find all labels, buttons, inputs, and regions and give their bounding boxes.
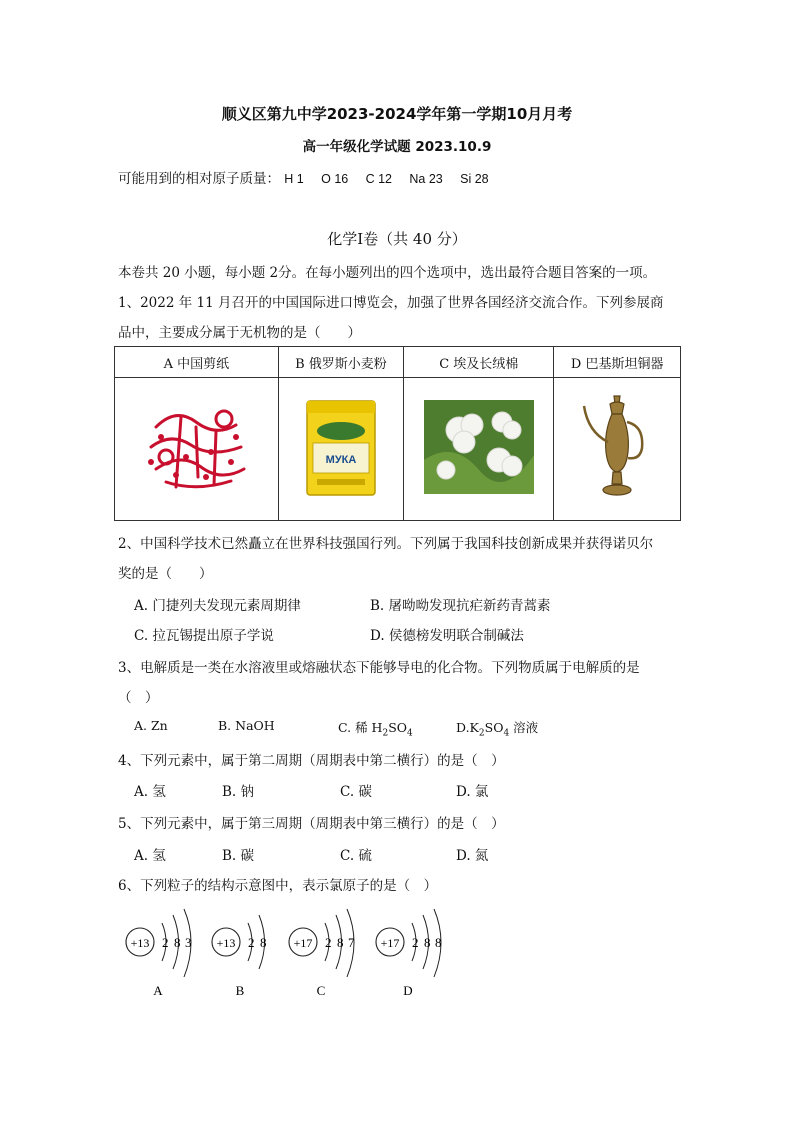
atom-diagram-d[interactable] — [376, 909, 442, 998]
q4-option-a[interactable]: A. 氢 — [134, 784, 166, 800]
q1-option-b-label[interactable]: B 俄罗斯小麦粉 — [278, 347, 403, 378]
flour-bag-text: МУКА — [325, 454, 357, 466]
exam-subtitle: 高一年级化学试题 2023.10.9 — [302, 139, 492, 155]
svg-text:2: 2 — [162, 935, 169, 950]
q3-option-d[interactable]: $D.K_2SO_4$ 溶液 — [456, 720, 539, 739]
q3-option-c[interactable]: C. 稀 $H_2SO_4$ — [338, 720, 413, 739]
q2-option-b[interactable]: B. 屠呦呦发现抗疟新药青蒿素 — [370, 598, 551, 614]
svg-text:D: D — [403, 983, 413, 998]
q3-option-b[interactable]: B. NaOH — [218, 718, 275, 733]
svg-text:+13: +13 — [130, 936, 150, 950]
q2-option-c[interactable]: C. 拉瓦锡提出原子学说 — [134, 628, 274, 644]
svg-text:7: 7 — [348, 935, 355, 950]
q1-option-b-image — [278, 378, 403, 521]
exam-title: 顺义区第九中学2023-2024学年第一学期10月月考 — [221, 105, 573, 123]
svg-text:8: 8 — [174, 935, 181, 950]
section-instructions: 本卷共 20 小题，每小题 2分。在每小题列出的四个选项中，选出最符合题目答案的一项。 — [118, 265, 657, 281]
q3-stem-line2: （ ） — [118, 690, 159, 706]
svg-text:C: C — [316, 983, 326, 998]
svg-text:8: 8 — [435, 935, 442, 950]
svg-text:+17: +17 — [293, 936, 313, 950]
mass-c: C 12 — [365, 172, 393, 186]
copper-ewer-icon — [582, 392, 652, 502]
q1-option-a-label[interactable]: A 中国剪纸 — [115, 347, 279, 378]
atom-diagram-c[interactable] — [289, 909, 355, 998]
q5-option-a[interactable]: A. 氢 — [134, 848, 166, 864]
q4-option-b[interactable]: B. 钠 — [222, 784, 255, 800]
q2-stem-line1: 2、中国科学技术已然矗立在世界科技强国行列。下列属于我国科技创新成果并获得诺贝尔 — [118, 536, 654, 552]
svg-text:3: 3 — [185, 935, 192, 950]
q1-stem-line1: 1、2022 年 11 月召开的中国国际进口博览会，加强了世界各国经济交流合作。下列参展商 — [118, 295, 664, 311]
q5-option-b[interactable]: B. 碳 — [222, 848, 255, 864]
svg-text:2: 2 — [248, 935, 255, 950]
svg-text:+17: +17 — [380, 936, 400, 950]
svg-text:8: 8 — [337, 935, 344, 950]
svg-text:2: 2 — [412, 935, 419, 950]
q2-option-d[interactable]: D. 侯德榜发明联合制碱法 — [370, 628, 524, 644]
q1-options-table — [114, 346, 681, 521]
mass-si: Si 28 — [460, 172, 489, 186]
q5-option-d[interactable]: D. 氮 — [456, 848, 489, 864]
atomic-masses-label: 可能用到的相对原子质量： — [118, 171, 280, 187]
q5-stem: 5、下列元素中，属于第三周期（周期表中第三横行）的是（ ） — [118, 816, 505, 832]
q4-option-d[interactable]: D. 氯 — [456, 784, 489, 800]
svg-text:A: A — [153, 983, 163, 998]
svg-text:2: 2 — [325, 935, 332, 950]
svg-text:8: 8 — [260, 935, 267, 950]
mass-na: Na 23 — [409, 172, 443, 186]
q4-stem: 4、下列元素中，属于第二周期（周期表中第二横行）的是（ ） — [118, 753, 505, 769]
q1-option-a-image — [115, 378, 279, 521]
q5-option-c[interactable]: C. 硫 — [340, 848, 372, 864]
q6-stem: 6、下列粒子的结构示意图中，表示氯原子的是（ ） — [118, 878, 438, 894]
atom-diagram-b[interactable] — [212, 915, 267, 998]
q2-option-a[interactable]: A. 门捷列夫发现元素周期律 — [134, 598, 301, 614]
atom-structure-diagrams — [118, 905, 458, 1005]
svg-text:B: B — [235, 983, 245, 998]
q1-option-c-label[interactable]: C 埃及长绒棉 — [404, 347, 554, 378]
q3-option-a[interactable]: A. Zn — [134, 718, 168, 733]
q1-option-d-label[interactable]: D 巴基斯坦铜器 — [554, 347, 681, 378]
atom-diagram-a[interactable] — [126, 909, 192, 998]
q2-stem-line2: 奖的是（ ） — [118, 566, 213, 582]
cotton-bolls-icon — [424, 400, 534, 494]
q1-stem-line2: 品中，主要成分属于无机物的是（ ） — [118, 325, 361, 341]
section-title: 化学Ⅰ卷（共 40 分） — [327, 230, 467, 248]
atomic-masses-line — [118, 167, 489, 187]
q1-option-c-image — [404, 378, 554, 521]
mass-h: H 1 — [284, 172, 304, 186]
q3-stem-line1: 3、电解质是一类在水溶液里或熔融状态下能够导电的化合物。下列物质属于电解质的是 — [118, 660, 640, 676]
mass-o: O 16 — [321, 172, 349, 186]
svg-text:+13: +13 — [216, 936, 236, 950]
paper-cut-dragon-icon — [136, 397, 256, 497]
q4-option-c[interactable]: C. 碳 — [340, 784, 372, 800]
svg-text:8: 8 — [424, 935, 431, 950]
flour-bag-icon — [301, 397, 381, 497]
q1-option-d-image — [554, 378, 681, 521]
